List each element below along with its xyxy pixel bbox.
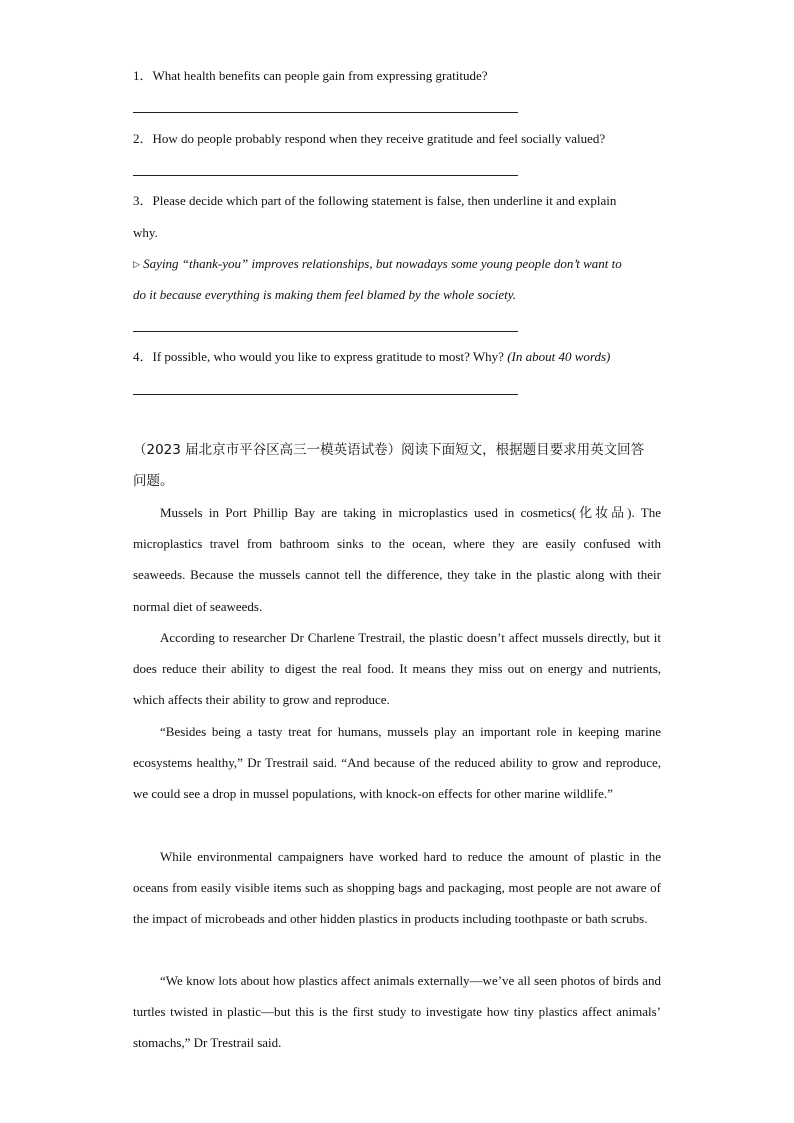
question-3-line-1: 3．Please decide which part of the following statement is false, then underline it and explain [133, 193, 617, 208]
passage-paragraph-4 [133, 841, 661, 935]
question-3-statement-line-1 [133, 256, 622, 273]
passage-paragraph-2 [133, 622, 661, 716]
statement-text-1: Saying “thank-you” improves relationships, but nowadays some young people don’t want to [143, 256, 622, 271]
question-1: 1．What health benefits can people gain from expressing gratitude? [133, 68, 488, 83]
answer-line-3[interactable] [133, 331, 518, 332]
passage-paragraph-5 [133, 965, 661, 1059]
paragraph-4-text: While environmental campaigners have worked hard to reduce the amount of plastic in the oceans from easily visible items such as shopping bags and packaging, most people are not aware of the impact of microbeads and other hidden plastics in products including toothpaste or bath scrubs. [133, 849, 661, 927]
paragraph-3-text: “Besides being a tasty treat for humans, mussels play an important role in keeping marine ecosystems healthy,” Dr Trestrail said. “And because of the reduced ability to grow and reproduce, we could see a drop in mussel populations, with knock-on effects for other marine wildlife.” [133, 724, 661, 802]
triangle-bullet-icon: ▷ [133, 260, 140, 270]
question-4-note: (In about 40 words) [507, 349, 611, 364]
answer-line-1[interactable] [133, 112, 518, 113]
answer-line-2[interactable] [133, 175, 518, 176]
question-4 [133, 349, 610, 365]
passage-paragraph-3 [133, 716, 661, 810]
paragraph-1-text: Mussels in Port Phillip Bay are taking in microplastics used in cosmetics(化妆品). The microplastics travel from bathroom sinks to the ocean, where they are easily confused with seaweeds. Because the mussels cannot tell the difference, they take in the plastic along with their normal diet of seaweeds. [133, 505, 661, 614]
question-2: 2．How do people probably respond when they receive gratitude and feel socially valued? [133, 131, 606, 146]
passage-intro-line-1: （2023 届北京市平谷区高三一模英语试卷）阅读下面短文，根据题目要求用英文回答 [133, 442, 645, 458]
passage-paragraph-1 [133, 497, 661, 622]
question-4-text: 4．If possible, who would you like to express gratitude to most? Why? [133, 349, 504, 364]
paragraph-2-text: According to researcher Dr Charlene Trestrail, the plastic doesn’t affect mussels directly, but it does reduce their ability to digest the real food. It means they miss out on energy and nutrients, which affects their ability to grow and reproduce. [133, 630, 661, 708]
paragraph-5-text: “We know lots about how plastics affect animals externally—we’ve all seen photos of birds and turtles twisted in plastic—but this is the first study to investigate how tiny plastics affect animals’ stomachs,” Dr Trestrail said. [133, 973, 661, 1051]
passage-intro-line-2: 问题。 [133, 473, 174, 489]
question-3-line-2: why. [133, 225, 158, 240]
answer-line-4[interactable] [133, 394, 518, 395]
question-3-statement-line-2: do it because everything is making them feel blamed by the whole society. [133, 287, 517, 302]
